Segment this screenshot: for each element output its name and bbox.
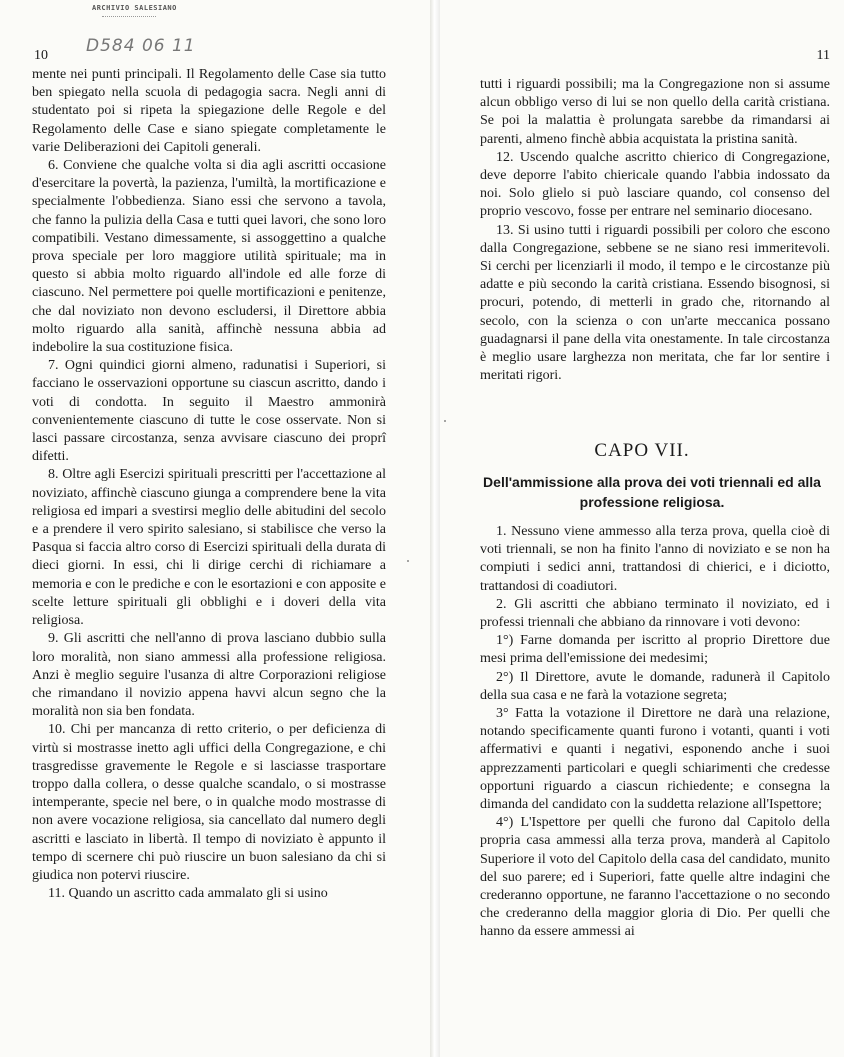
chapter-item-2: 2°) Il Direttore, avute le domande, radunerà il Capitolo della sua casa e ne farà la votazione segreta; <box>480 669 830 703</box>
chapter-title: CAPO VII. <box>594 440 690 461</box>
paragraph-6: 6. Conviene che qualche volta si dia agli ascritti occasione d'esercitare la povertà, la pazienza, l'umiltà, la mortificazione e specialmente l'obbedienza. Siano essi che servono a tavola, che fanno la pulizia della Casa e tutti quei lavori, che sono loro compatibili. Vestano dimessamente, si assoggettino a qualche prova speciale per loro maggiore utilità spirituale; ma in questo si abbia molto riguardo all'indole ed alle forze di ciascuno. Nel permettere poi quelle mortificazioni e penitenze, che dal noviziato non devono escludersi, il Direttore abbia molto riguardo alla sanità, affinchè nessuna abbia ad indebolire la sua costituzione fisica. <box>32 158 386 356</box>
page-number-right: 11 <box>816 48 830 63</box>
paragraph-11-continuation: tutti i riguardi possibili; ma la Congregazione non si assume alcun obbligo verso di lui se non quello della carità cristiana. Se poi la malattia è prolungata sarebbe da rimandarsi ai parenti, almeno finchè abbia acquistata la pristina sanità. <box>480 77 830 147</box>
paragraph-continuation: mente nei punti principali. Il Regolamento delle Case sia tutto ben spiegato nella scuola di pedagogia sacra. Negli anni di studentato poi si ripeta la spiegazione delle Regole e del Regolamento delle Case e siano spiegate completamente le varie Deliberazioni dei Capitoli generali. <box>32 67 386 155</box>
right-text-column-chapter <box>480 523 830 942</box>
left-text-column <box>32 66 386 903</box>
chapter-paragraph-2: 2. Gli ascritti che abbiano terminato il noviziato, ed i professi triennali che abbiano da rinnovare i voti devono: <box>480 596 830 631</box>
chapter-subtitle: Dell'ammissione alla prova dei voti triennali ed alla professione religiosa. <box>483 474 821 510</box>
paragraph-13: 13. Si usino tutti i riguardi possibili per coloro che escono dalla Congregazione, sebbene se ne siano resi immeritevoli. Si cerchi per licenziarli il modo, il tempo e le circostanze più adatte e più secondo la carità cristiana. Essendo bisognosi, si procuri, potendo, di metterli in grado che, ritornando al secolo, con la scienza o con un'arte meccanica possano guadagnarsi il pane della vita onestamente. In tale circostanza è meglio usare larghezza non meritata, che far lor sentire i meritati rigori. <box>480 222 830 384</box>
chapter-item-4: 4°) L'Ispettore per quelli che furono dal Capitolo della propria casa ammessi alla terza prova, manderà al Capitolo Superiore il voto del Capitolo della casa del candidato, munito del suo parere; ed i Superiori, fatte quelle altre indagini che crederanno opportune, ne faranno l'accettazione o no secondo che crederanno della maggior gloria di Dio. Per quelli che hanno da essere ammessi ai <box>480 815 830 940</box>
paper-speck <box>444 420 446 422</box>
right-page <box>440 0 844 1057</box>
paragraph-11-start: 11. Quando un ascritto cada ammalato gli si usino <box>48 886 328 902</box>
paragraph-7: 7. Ogni quindici giorni almeno, radunatisi i Superiori, si facciano le osservazioni opportune su ciascun ascritto, dando i voti di condotta. In seguito il Maestro ammonirà convenientemente ciascuno di tutte le cose osservate. Non si lasci passare circostanza, senza avvisare ciascuno dei proprî difetti. <box>32 358 386 465</box>
archive-stamp: ARCHIVIO SALESIANO <box>92 4 177 12</box>
paragraph-12: 12. Uscendo qualche ascritto chierico di Congregazione, deve deporre l'abito chiericale quando l'abbia indossato da noi. Solo glielo si può lasciare quando, col consenso del proprio vescovo, fosse per entrare nel seminario diocesano. <box>480 149 830 220</box>
right-text-column-top <box>480 76 830 385</box>
paragraph-10: 10. Chi per mancanza di retto criterio, o per deficienza di virtù si mostrasse inetto agli uffici della Congregazione, e chi trasgredisse gravemente le Regole e si lasciasse trasportare troppo dalla collera, o desse qualche scandalo, o si mostrasse intemperante, specie nel bere, o in qualche modo mostrasse di non avere vocazione religiosa, sia cancellato dal numero degli ascritti e lasciato in libertà. Il tempo di noviziato è appunto il tempo di scernere chi può riuscire un buon salesiano da chi si giudica non potervi riuscire. <box>32 722 386 883</box>
paragraph-8: 8. Oltre agli Esercizi spirituali prescritti per l'accettazione al noviziato, affinchè ciascuno giunga a comprendere bene la vita religiosa ed impari a svestirsi meglio delle abitudini del secolo e a prendere il vero spirito salesiano, si stabilisce che verso la Pasqua si faccia altro corso di Esercizi spirituali della durata di dieci giorni. In essi, chi li dirige cerchi di richiamare a memoria e con le prediche e con le esortazioni e con apposite e scelte letture spirituali gli obblighi e i doveri della vita religiosa. <box>32 467 386 629</box>
chapter-item-3: 3° Fatta la votazione il Direttore ne darà una relazione, notando specificamente quanti furono i votanti, quanti i voti affermativi e quanti i negativi, esponendo anche i suoi apprezzamenti particolari e quegli schiarimenti che credesse opportuni riguardo a ciascun richiedente; e consegna la dimanda del candidato con la suddetta relazione all'Ispettore; <box>480 706 830 813</box>
stamp-divider <box>102 16 156 17</box>
chapter-item-1: 1°) Farne domanda per iscritto al proprio Direttore due mesi prima dell'emissione dei medesimi; <box>480 633 830 667</box>
book-gutter <box>430 0 440 1057</box>
paper-speck <box>407 560 409 562</box>
handwritten-reference: D584 06 11 <box>86 36 196 56</box>
paragraph-9: 9. Gli ascritti che nell'anno di prova lasciano dubbio sulla loro moralità, non siano ammessi alla professione religiosa. Anzi è meglio seguire l'usanza di altre Corporazioni religiose che rimandano il novizio appena havvi alcun segno che la moralità non sia ben fondata. <box>32 631 386 720</box>
chapter-paragraph-1: 1. Nessuno viene ammesso alla terza prova, quella cioè di voti triennali, se non ha finito l'anno di noviziato e se non ha compiuti i sedici anni, trattandosi di chierici, e i diciotto, trattandosi di coadiutori. <box>480 524 830 594</box>
page-number-left: 10 <box>34 48 48 63</box>
